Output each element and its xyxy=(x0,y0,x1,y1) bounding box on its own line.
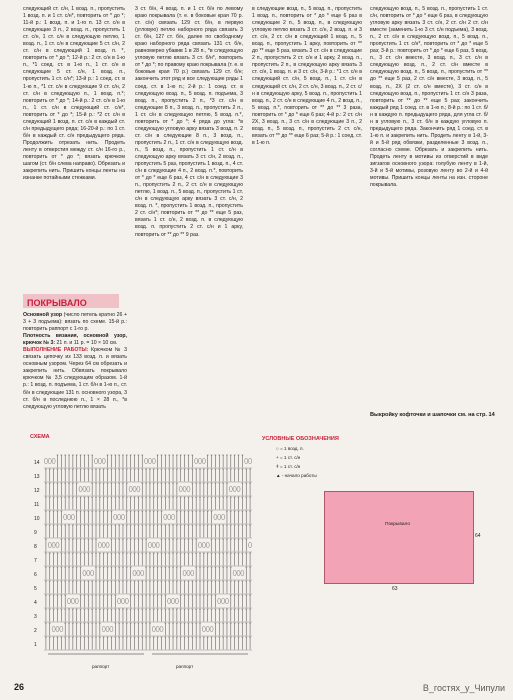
chain-stitch-mark xyxy=(206,542,209,548)
chain-stitch-mark xyxy=(233,570,236,576)
blanket-pattern-diagram xyxy=(324,491,474,584)
raport-label-right: раппорт xyxy=(176,664,194,669)
pattern-reference: Выкройку кофточки и шапочки см. на стр. 14 xyxy=(370,412,495,418)
page-number: 26 xyxy=(14,682,25,692)
chain-stitch-mark xyxy=(75,598,78,604)
chain-stitch-mark xyxy=(229,486,232,492)
crochet-chart xyxy=(34,450,256,660)
chain-stitch-mark xyxy=(187,486,190,492)
legend-item-sc: + = 1 ст. с/н xyxy=(276,455,301,460)
diagram-width-dim: 63 xyxy=(392,586,398,592)
work-label: ВЫПОЛНЕНИЕ РАБОТЫ: xyxy=(23,347,89,354)
chain-stitch-mark xyxy=(52,458,55,464)
chain-stitch-mark xyxy=(198,542,201,548)
chain-stitch-mark xyxy=(87,486,90,492)
chain-stitch-mark xyxy=(141,570,144,576)
chain-stitch-mark xyxy=(98,542,101,548)
chain-stitch-mark xyxy=(245,458,248,464)
basic-pattern-label: Основной узор xyxy=(23,312,63,318)
chain-stitch-mark xyxy=(118,514,121,520)
chain-stitch-mark xyxy=(202,458,205,464)
chain-stitch-mark xyxy=(249,542,252,548)
chain-stitch-mark xyxy=(156,626,159,632)
row-label: 6 xyxy=(34,571,37,578)
column-text: следующий ст. с/н, 1 возд. п., пропустить 1 возд. п. и 1 ст. с/н*, повторить от * до *; 11-й р.: 1 возд. п. и 1-го п. 13 ст. с/н в следующие 3 п., 2 возд. п., пропустить 1 ст. с/н, 1 ст. с/н в следующую петлю, 1 возд. п., 1 ст. с/н в следующие 5 ст. с/н, 2 ст. с/н в следующий 1 возд. п. *, повторить от * до *; 12-й р.: 2 ст. с/н в 1-ю п., *1 соед. ст. в 1-ю п., 1 ст. с/н в следующие 5 ст. с/н, 1 возд. п., пропустить 1 ст. с/н*; 13-й р.: 1 соед. ст. в 1-ю п., *1 ст. с/н в следующие 9 ст. с/н, 2 ст. с/н в следующую п., 1 возд. п.*; повторить от * до *; 14-й р.: 2 ст. с/н в 1-ю п., 1 ст. с/н в следующий ст. с/н*, повторить от * до *; 15-й р.: *2 ст. с/н в следующий 1 возд. п. ст. с/н в каждый ст. с/н предыдущего ряда; 16-20-й р.: по 1 ст. б/н в каждый ст. с/н предыдущего ряда. Продолжить отрезать нить. Продеть ленту в отверстия между ст. с/н 16-го р., повторить от * до *; вязать крючком шагом (ст. б/н слева направо). Обрезать и закрепить нить. Пришить концы ленты на изнанке потайными стежками. xyxy=(23,6,125,182)
chain-stitch-mark xyxy=(67,598,70,604)
chain-stitch-mark xyxy=(237,570,240,576)
chain-stitch-mark xyxy=(198,458,201,464)
chain-stitch-mark xyxy=(102,458,105,464)
chain-stitch-mark xyxy=(164,514,167,520)
chain-stitch-mark xyxy=(152,542,155,548)
chain-stitch-mark xyxy=(98,458,101,464)
chain-stitch-mark xyxy=(129,486,132,492)
chain-stitch-mark xyxy=(214,514,217,520)
section-intro xyxy=(23,312,127,418)
chain-stitch-mark xyxy=(83,570,86,576)
chain-stitch-mark xyxy=(152,458,155,464)
chain-stitch-mark xyxy=(218,514,221,520)
chain-stitch-mark xyxy=(71,514,74,520)
chain-stitch-mark xyxy=(210,626,213,632)
work-text: Крючком № 3 связать цепочку из 133 возд. п. и вязать основным узором. Через 64 см обрезать и закрепить нить. Обвязать покрывало крючком № 3,5 следующим образом. 1-й р.: 1 возд. п. подъема, 1 ст. б/н в 1-ю п., ст. б/н в следующие 131 п. основного узора, 3 ст. б/н в последнюю п., 1 × 28 п., *в следующую угловую петлю вязать xyxy=(23,347,127,410)
row-label: 4 xyxy=(34,599,37,606)
chain-stitch-mark xyxy=(79,486,82,492)
chain-stitch-mark xyxy=(52,626,55,632)
chain-stitch-mark xyxy=(191,570,194,576)
single-crochet-icon: + xyxy=(276,455,279,460)
chain-stitch-mark xyxy=(64,514,67,520)
density-label: Плотность вязания, основной узор, крючок № 3: xyxy=(23,333,127,347)
chain-stitch-mark xyxy=(114,514,117,520)
row-label: 1 xyxy=(34,641,37,648)
legend-title: УСЛОВНЫЕ ОБОЗНАЧЕНИЯ xyxy=(262,436,339,442)
row-label: 2 xyxy=(34,627,37,634)
chain-stitch-mark xyxy=(145,458,148,464)
chain-stitch-mark xyxy=(148,542,151,548)
chain-stitch-mark xyxy=(106,626,109,632)
chain-stitch-mark xyxy=(168,598,171,604)
legend-item-chain: ○ = 1 возд. п. xyxy=(276,446,304,451)
chain-stitch-mark xyxy=(206,626,209,632)
chain-stitch-mark xyxy=(241,570,244,576)
chain-stitch-mark xyxy=(202,542,205,548)
chain-stitch-mark xyxy=(222,514,225,520)
column-text: следующую возд. п., 5 возд. п., пропустить 1 ст. с/н, повторить от * до * еще 6 раз, в следующую угловую арку вязать 3 ст. с/н, 2 ст. с/н 2 ст. с/н вместе (заменить 1-ю 3 ст. с/н подъема), 3 возд. п., 2 ст. с/н в следующую возд. п., 5 возд. п., пропустить 1 ст. с/н*, повторить от * до * еще 5 раз; 3-й р.: повторить от * до * еще 6 раз, 5 возд. п., 3 ст. с/н вместе, 3 возд. п., 3 ст. с/н в следующую возд. п., 2 ст. с/н вместе в следующую возд. п., 5 возд. п., пропустить от ** до ** еще 5 раз, 2 ст. с/н вместе, 3 возд. п., 5 возд. п., 2Х (2 ст. с/н вместе), 3 ст. с/н в следующую возд. п., пропустить 1 ст. с/н 3 раза, повторить от ** до ** еще 5 раз; закончить каждый ряд 1 соед. ст. в 1-ю п.; 8-й р.: по 1 ст. б/н в каждую п. предыдущего ряда, для угла ст. б/н в угловую п., 3 ст. б/н в каждую угловую п. предыдущего ряда. Закончить ряд 1 соед. ст. в 1-ю п. и закрепить нить. Продеть ленту в 1-й, 3-й и 5-й ряд обвязки, разделенные 3 возд. п., согласно схеме. Обрезать и закрепить нить. Продеть ленту в мотивы из отверстий в виде зигзагов основного узора: голубую ленту в 1-й, 3-й и 5-й мотивы, розовую ленту во 2-й и 4-й мотивы. Пришить концы ленты на изн. стороне покрывала. xyxy=(370,6,488,189)
row-label: 5 xyxy=(34,585,37,592)
chain-stitch-mark xyxy=(71,598,74,604)
chain-stitch-mark xyxy=(121,598,124,604)
chain-stitch-mark xyxy=(187,570,190,576)
chain-stitch-icon: ○ xyxy=(276,446,279,451)
chain-stitch-mark xyxy=(148,458,151,464)
chain-stitch-mark xyxy=(195,458,198,464)
chain-stitch-mark xyxy=(110,626,113,632)
chain-stitch-mark xyxy=(171,514,174,520)
row-label: 13 xyxy=(34,473,40,480)
row-label: 9 xyxy=(34,529,37,536)
chain-stitch-mark xyxy=(125,598,128,604)
column-text: в следующие возд. п., 5 возд. п., пропустить 1 возд. п., повторить от * до * еще 6 раз в следующие 2 п., 5 возд. п., в следующую угловую петлю вязать 3 ст. с/н, 2 возд. п. и 3 ст. с/н, 2 ст. с/н в следующий 1 возд. п., 5 возд. п., пропустить 1 арку, повторить от ** до ** еще 5 раз, вязать 3 ст. с/н в следующие 2 п., пропустить 2 ст. с/н и 1 арку, 2 возд. п., пропустить 2 п., в следующую арку вязать 3 ст. с/н, 1 возд. п. и 3 ст. с/н, 3-й р.: *1 ст. с/н в следующий ст. с/н, 5 возд. п., 1 ст. с/н в следующий ст. с/н, 2 ст. с/н, 3 возд. п., 2 ст. с/н в следующую арку, 5 возд. п., пропустить 1 возд. п., 2 ст. с/н в следующие 4 п., 2 возд. п., 5 возд. п.*, повторить от ** до ** 3 раза, повторить от * до * еще 6 раз; 4-й р.: 2 ст. с/н 2Х, 3 возд. п., 3 ст. с/н в следующие 3 п., 2 возд. п., 5 возд. п., пропустить 2 ст. с/н, вязать от ** до ** еще 6 раз; 5-й р.: 1 соед. ст. в 1-ю п. xyxy=(252,6,362,146)
chain-stitch-mark xyxy=(102,626,105,632)
legend-item-start: ▲ - начало работы xyxy=(276,473,317,478)
chain-stitch-mark xyxy=(137,570,140,576)
density-text: 21 п. и 11 р. = 10 × 10 см. xyxy=(56,340,118,347)
row-label: 3 xyxy=(34,613,37,620)
text-column-2 xyxy=(135,6,243,406)
chain-stitch-mark xyxy=(83,486,86,492)
chain-stitch-mark xyxy=(56,542,59,548)
chain-stitch-mark xyxy=(156,542,159,548)
chain-stitch-mark xyxy=(183,486,186,492)
text-column-4 xyxy=(370,6,488,416)
chain-stitch-mark xyxy=(48,458,51,464)
start-arrow-icon: ▲ xyxy=(276,473,281,478)
chain-stitch-mark xyxy=(152,626,155,632)
chain-stitch-mark xyxy=(160,626,163,632)
chain-stitch-mark xyxy=(52,542,55,548)
chain-stitch-mark xyxy=(175,598,178,604)
chain-stitch-mark xyxy=(121,514,124,520)
chain-stitch-mark xyxy=(87,570,90,576)
chain-stitch-mark xyxy=(48,542,51,548)
diagram-label: Покрывало xyxy=(385,522,411,527)
section-heading: ПОКРЫВАЛО xyxy=(27,298,87,308)
chain-stitch-mark xyxy=(225,598,228,604)
text-column-1 xyxy=(23,6,125,336)
row-label: 8 xyxy=(34,543,37,550)
chain-stitch-mark xyxy=(67,514,70,520)
row-label: 10 xyxy=(34,515,40,522)
chain-stitch-mark xyxy=(183,570,186,576)
chain-stitch-mark xyxy=(94,458,97,464)
row-label: 14 xyxy=(34,459,40,466)
scheme-title: СХЕМА xyxy=(30,434,50,440)
row-label: 11 xyxy=(34,501,40,508)
row-label: 7 xyxy=(34,557,37,564)
row-label: 12 xyxy=(34,487,40,494)
chain-stitch-mark xyxy=(222,598,225,604)
column-text: 3 ст. б/н, 4 возд. п. и 1 ст. б/н по левому краю покрывала (т. е. в боковые края 70 р. ст. с/н) связать 129 ст. б/н, в первую (угловую) петлю наборного ряда связать 3 ст. б/н, 127 ст. б/н, далее по свободному краю наборного ряда связать 131 ст. б/н, равномерно убавив 1 в 28 п., *в следующую угловую петлю вязать 3 ст. б/н*, повторить от * до *; по правому краю покрывала (т. е. в боковые края 70 р.) связать 129 ст. б/н; закончить этот ряд и все следующие ряды 1 соед. ст. в 1-ю п.; 2-й р.: 1 соед. ст. в следующую возд. п., 5 возд. п. подъема, 3 возд. п., пропустить 2 п., *3 ст. с/н в следующие 8 п., 3 возд. п., пропустить 2 п., 1 ст. с/н в следующую петлю, 5 возд. п.*, повторить от * до *; 4 ряда до угла: *в следующую угловую арку вязать 3 возд. п. 2 ст. с/н в следующие 8 п., 3 возд. п., пропустить 2 п., 1 ст. с/н в следующую возд. п., 5 возд. п., пропустить 1 ст. с/н в следующую арку вязать 3 ст. с/н, 2 возд. п., пропустить 5 раз, пропустить 1 возд. п., 4 ст. с/н в следующие 4 п., 2 возд. п.*, повторить от * до * еще 6 раз, 4 ст. с/н в следующие 3 п., пропустить 2 п., 2 ст. с/н в следующую петлю, 1 возд. п., 5 возд. п., пропустить 1 ст. с/н в следующую арку вязать 3 ст. с/н, 2 возд. п. *, пропустить 1 возд. п., пропустить 2 ст. с/н*; повторить от ** до ** еще 5 раз, вязать 1 ст. с/н, 2 возд. п. в следующую возд. п. пропустить 2 ст. с/н и 1 арку, повторить от ** до ** 9 раз. xyxy=(135,6,243,238)
chain-stitch-mark xyxy=(133,570,136,576)
chain-stitch-mark xyxy=(137,486,140,492)
chain-stitch-mark xyxy=(233,486,236,492)
chain-stitch-mark xyxy=(118,598,121,604)
chain-stitch-mark xyxy=(249,458,252,464)
chain-stitch-mark xyxy=(171,598,174,604)
chain-stitch-mark xyxy=(91,570,94,576)
chain-stitch-mark xyxy=(133,486,136,492)
text-column-3 xyxy=(252,6,362,406)
diagram-height-dim: 64 xyxy=(475,533,481,539)
basic-pattern-text: (число петель кратно 26 + 3 + 3 подъема): вязать по схеме. 15-й р.: повторить раппорт с 1-го р. xyxy=(23,312,127,333)
chain-stitch-mark xyxy=(179,486,182,492)
chain-stitch-mark xyxy=(56,626,59,632)
legend-item-dc: ǂ = 1 ст. с/н xyxy=(276,464,301,469)
chain-stitch-mark xyxy=(102,542,105,548)
chain-stitch-mark xyxy=(44,458,47,464)
chain-stitch-mark xyxy=(237,486,240,492)
watermark: В_гостях_у_Чипули xyxy=(422,683,505,693)
chain-stitch-mark xyxy=(202,626,205,632)
chain-stitch-mark xyxy=(168,514,171,520)
chain-stitch-mark xyxy=(106,542,109,548)
raport-label-left: раппорт xyxy=(92,664,110,669)
chain-stitch-mark xyxy=(218,598,221,604)
chain-stitch-mark xyxy=(60,626,63,632)
double-crochet-icon: ǂ xyxy=(276,464,279,469)
